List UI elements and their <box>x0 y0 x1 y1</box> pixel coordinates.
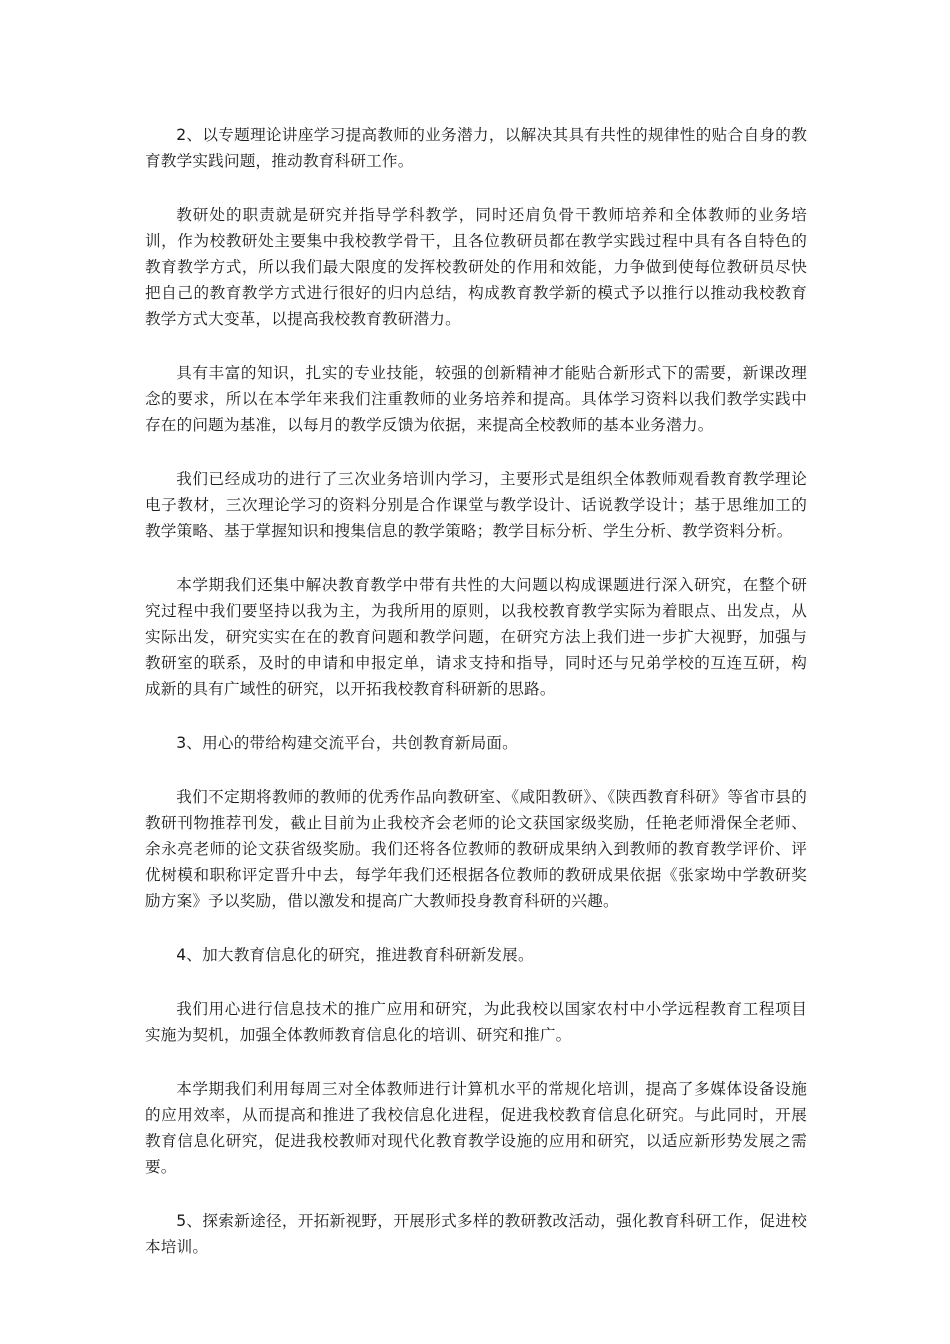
document-page <box>145 122 807 1288</box>
paragraph-3: 具有丰富的知识，扎实的专业技能，较强的创新精神才能贴合新形式下的需要，新课改理念的要求，所以在本学年来我们注重教师的业务培养和提高。具体学习资料以我们教学实践中存在的问题为基准，以每月的教学反馈为依据，来提高全校教师的基本业务潜力。 <box>145 364 807 434</box>
paragraph-5: 本学期我们还集中解决教育教学中带有共性的大问题以构成课题进行深入研究，在整个研究过程中我们要坚持以我为主，为我所用的原则，以我校教育教学实际为着眼点、出发点，从实际出发，研究实实在在的教育问题和教学问题，在研究方法上我们进一步扩大视野，加强与教研室的联系，及时的申请和申报定单，请求支持和指导，同时还与兄弟学校的互连互研，构成新的具有广域性的研究，以开拓我校教育科研新的思路。 <box>145 576 807 698</box>
paragraph-7: 我们不定期将教师的教师的优秀作品向教研室、《咸阳教研》、《陕西教育科研》等省市县的教研刊物推荐刊发，截止目前为止我校齐会老师的论文获国家级奖励，任艳老师滑保全老师、余永亮老师的论文获省级奖励。我们还将各位教师的教研成果纳入到教师的教育教学评价、评优树模和职称评定晋升中去，每学年我们还根据各位教师的教研成果依据《张家坳中学教研奖励方案》予以奖励，借以激发和提高广大教师投身教育科研的兴趣。 <box>145 788 807 910</box>
section-heading-4: 4、加大教育信息化的研究，推进教育科研新发展。 <box>176 946 534 964</box>
paragraph-10: 本学期我们利用每周三对全体教师进行计算机水平的常规化培训，提高了多媒体设备设施的应用效率，从而提高和推进了我校信息化进程，促进我校教育信息化研究。与此同时，开展教育信息化研究，促进我校教师对现代化教育教学设施的应用和研究，以适应新形势发展之需要。 <box>145 1080 807 1176</box>
paragraph-9: 我们用心进行信息技术的推广应用和研究，为此我校以国家农村中小学远程教育工程项目实施为契机，加强全体教师教育信息化的培训、研究和推广。 <box>145 1000 807 1044</box>
paragraph-2: 教研处的职责就是研究并指导学科教学，同时还肩负骨干教师培养和全体教师的业务培训，作为校教研处主要集中我校教学骨干，且各位教研员都在教学实践过程中具有各自特色的教育教学方式，所以我们最大限度的发挥校教研处的作用和效能，力争做到使每位教研员尽快把自己的教育教学方式进行很好的归内总结，构成教育教学新的模式予以推行以推动我校教育教学方式大变革，以提高我校教育教研潜力。 <box>145 206 807 328</box>
section-heading-5: 5、探索新途径，开拓新视野，开展形式多样的教研教改活动，强化教育科研工作，促进校本培训。 <box>145 1212 807 1256</box>
paragraph-1: 2、以专题理论讲座学习提高教师的业务潜力，以解决其具有共性的规律性的贴合自身的教育教学实践问题，推动教育科研工作。 <box>145 126 807 170</box>
paragraph-4: 我们已经成功的进行了三次业务培训内学习，主要形式是组织全体教师观看教育教学理论电子教材，三次理论学习的资料分别是合作课堂与教学设计、话说教学设计；基于思维加工的教学策略、基于掌握知识和搜集信息的教学策略；教学目标分析、学生分析、教学资料分析。 <box>145 470 807 540</box>
section-heading-3: 3、用心的带给构建交流平台，共创教育新局面。 <box>176 734 518 752</box>
